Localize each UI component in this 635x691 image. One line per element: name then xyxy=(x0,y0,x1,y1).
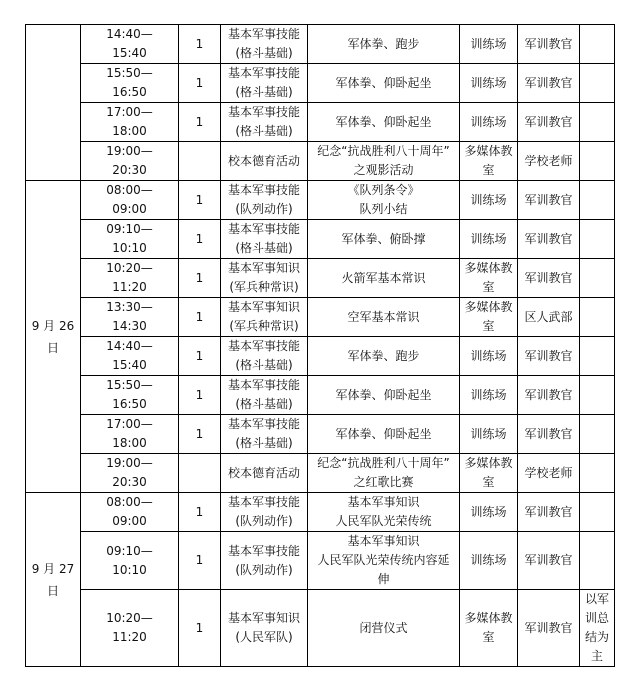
table-row xyxy=(26,532,615,590)
category-cell: 基本军事技能 (队列动作) xyxy=(221,532,308,590)
time-cell: 15:50— 16:50 xyxy=(81,376,179,415)
category-cell: 校本德育活动 xyxy=(221,454,308,493)
time-cell: 10:20— 11:20 xyxy=(81,259,179,298)
time-cell: 08:00— 09:00 xyxy=(81,493,179,532)
category-cell: 基本军事技能 (队列动作) xyxy=(221,181,308,220)
periods-cell: 1 xyxy=(179,298,221,337)
note-cell xyxy=(580,142,615,181)
table-row xyxy=(26,337,615,376)
location-cell: 训练场 xyxy=(460,337,518,376)
table-row xyxy=(26,181,615,220)
table-row xyxy=(26,590,615,667)
content-cell: 《队列条令》 队列小结 xyxy=(308,181,460,220)
periods-cell xyxy=(179,454,221,493)
instructor-cell: 军训教官 xyxy=(518,64,580,103)
time-cell: 19:00— 20:30 xyxy=(81,454,179,493)
instructor-cell: 军训教官 xyxy=(518,103,580,142)
schedule-table xyxy=(25,24,615,667)
instructor-cell: 军训教官 xyxy=(518,337,580,376)
content-cell: 基本军事知识 人民军队光荣传统内容延 伸 xyxy=(308,532,460,590)
instructor-cell: 学校老师 xyxy=(518,454,580,493)
location-cell: 多媒体教 室 xyxy=(460,142,518,181)
periods-cell: 1 xyxy=(179,415,221,454)
location-cell: 训练场 xyxy=(460,532,518,590)
category-cell: 基本军事技能 (格斗基础) xyxy=(221,415,308,454)
note-cell xyxy=(580,493,615,532)
category-cell: 基本军事技能 (格斗基础) xyxy=(221,64,308,103)
location-cell: 训练场 xyxy=(460,220,518,259)
periods-cell xyxy=(179,142,221,181)
note-cell xyxy=(580,103,615,142)
date-cell: 9 月 27 日 xyxy=(26,493,81,667)
content-cell: 军体拳、跑步 xyxy=(308,337,460,376)
note-cell xyxy=(580,64,615,103)
category-cell: 基本军事知识 (军兵种常识) xyxy=(221,298,308,337)
category-cell: 基本军事技能 (格斗基础) xyxy=(221,103,308,142)
time-cell: 19:00— 20:30 xyxy=(81,142,179,181)
note-cell xyxy=(580,337,615,376)
time-cell: 09:10— 10:10 xyxy=(81,532,179,590)
instructor-cell: 军训教官 xyxy=(518,259,580,298)
content-cell: 纪念“抗战胜利八十周年” 之观影活动 xyxy=(308,142,460,181)
category-cell: 基本军事技能 (格斗基础) xyxy=(221,337,308,376)
location-cell: 训练场 xyxy=(460,376,518,415)
time-cell: 14:40— 15:40 xyxy=(81,337,179,376)
table-row xyxy=(26,25,615,64)
note-cell xyxy=(580,298,615,337)
date-cell xyxy=(26,25,81,181)
location-cell: 多媒体教 室 xyxy=(460,298,518,337)
table-row xyxy=(26,454,615,493)
table-row xyxy=(26,415,615,454)
location-cell: 训练场 xyxy=(460,415,518,454)
table-row xyxy=(26,103,615,142)
periods-cell: 1 xyxy=(179,181,221,220)
content-cell: 军体拳、仰卧起坐 xyxy=(308,103,460,142)
location-cell: 多媒体教 室 xyxy=(460,259,518,298)
periods-cell: 1 xyxy=(179,376,221,415)
time-cell: 08:00— 09:00 xyxy=(81,181,179,220)
periods-cell: 1 xyxy=(179,64,221,103)
instructor-cell: 军训教官 xyxy=(518,181,580,220)
category-cell: 基本军事知识 (军兵种常识) xyxy=(221,259,308,298)
instructor-cell: 军训教官 xyxy=(518,532,580,590)
note-cell xyxy=(580,25,615,64)
category-cell: 基本军事技能 (格斗基础) xyxy=(221,220,308,259)
time-cell: 15:50— 16:50 xyxy=(81,64,179,103)
note-cell xyxy=(580,415,615,454)
instructor-cell: 军训教官 xyxy=(518,415,580,454)
instructor-cell: 军训教官 xyxy=(518,493,580,532)
table-row xyxy=(26,64,615,103)
content-cell: 空军基本常识 xyxy=(308,298,460,337)
time-cell: 14:40— 15:40 xyxy=(81,25,179,64)
periods-cell: 1 xyxy=(179,259,221,298)
schedule-body xyxy=(26,25,615,667)
note-cell xyxy=(580,454,615,493)
periods-cell: 1 xyxy=(179,590,221,667)
instructor-cell: 军训教官 xyxy=(518,25,580,64)
time-cell: 13:30— 14:30 xyxy=(81,298,179,337)
periods-cell: 1 xyxy=(179,103,221,142)
location-cell: 训练场 xyxy=(460,64,518,103)
location-cell: 训练场 xyxy=(460,493,518,532)
instructor-cell: 军训教官 xyxy=(518,220,580,259)
category-cell: 基本军事技能 (队列动作) xyxy=(221,493,308,532)
category-cell: 基本军事知识 (人民军队) xyxy=(221,590,308,667)
content-cell: 军体拳、跑步 xyxy=(308,25,460,64)
instructor-cell: 军训教官 xyxy=(518,376,580,415)
note-cell xyxy=(580,376,615,415)
periods-cell: 1 xyxy=(179,532,221,590)
note-cell xyxy=(580,181,615,220)
time-cell: 09:10— 10:10 xyxy=(81,220,179,259)
note-cell: 以军训总 结为主 xyxy=(580,590,615,667)
location-cell: 多媒体教 室 xyxy=(460,454,518,493)
table-row xyxy=(26,298,615,337)
note-cell xyxy=(580,220,615,259)
table-row xyxy=(26,220,615,259)
content-cell: 基本军事知识 人民军队光荣传统 xyxy=(308,493,460,532)
table-row xyxy=(26,142,615,181)
content-cell: 纪念“抗战胜利八十周年” 之红歌比赛 xyxy=(308,454,460,493)
time-cell: 17:00— 18:00 xyxy=(81,103,179,142)
content-cell: 军体拳、仰卧起坐 xyxy=(308,64,460,103)
time-cell: 17:00— 18:00 xyxy=(81,415,179,454)
content-cell: 火箭军基本常识 xyxy=(308,259,460,298)
instructor-cell: 区人武部 xyxy=(518,298,580,337)
table-row xyxy=(26,493,615,532)
content-cell: 闭营仪式 xyxy=(308,590,460,667)
category-cell: 校本德育活动 xyxy=(221,142,308,181)
periods-cell: 1 xyxy=(179,337,221,376)
location-cell: 训练场 xyxy=(460,181,518,220)
content-cell: 军体拳、俯卧撑 xyxy=(308,220,460,259)
table-row xyxy=(26,376,615,415)
location-cell: 训练场 xyxy=(460,103,518,142)
note-cell xyxy=(580,259,615,298)
periods-cell: 1 xyxy=(179,493,221,532)
periods-cell: 1 xyxy=(179,25,221,64)
table-row xyxy=(26,259,615,298)
periods-cell: 1 xyxy=(179,220,221,259)
content-cell: 军体拳、仰卧起坐 xyxy=(308,376,460,415)
instructor-cell: 军训教官 xyxy=(518,590,580,667)
note-cell xyxy=(580,532,615,590)
location-cell: 训练场 xyxy=(460,25,518,64)
category-cell: 基本军事技能 (格斗基础) xyxy=(221,25,308,64)
content-cell: 军体拳、仰卧起坐 xyxy=(308,415,460,454)
time-cell: 10:20— 11:20 xyxy=(81,590,179,667)
location-cell: 多媒体教 室 xyxy=(460,590,518,667)
date-cell: 9 月 26 日 xyxy=(26,181,81,493)
category-cell: 基本军事技能 (格斗基础) xyxy=(221,376,308,415)
instructor-cell: 学校老师 xyxy=(518,142,580,181)
